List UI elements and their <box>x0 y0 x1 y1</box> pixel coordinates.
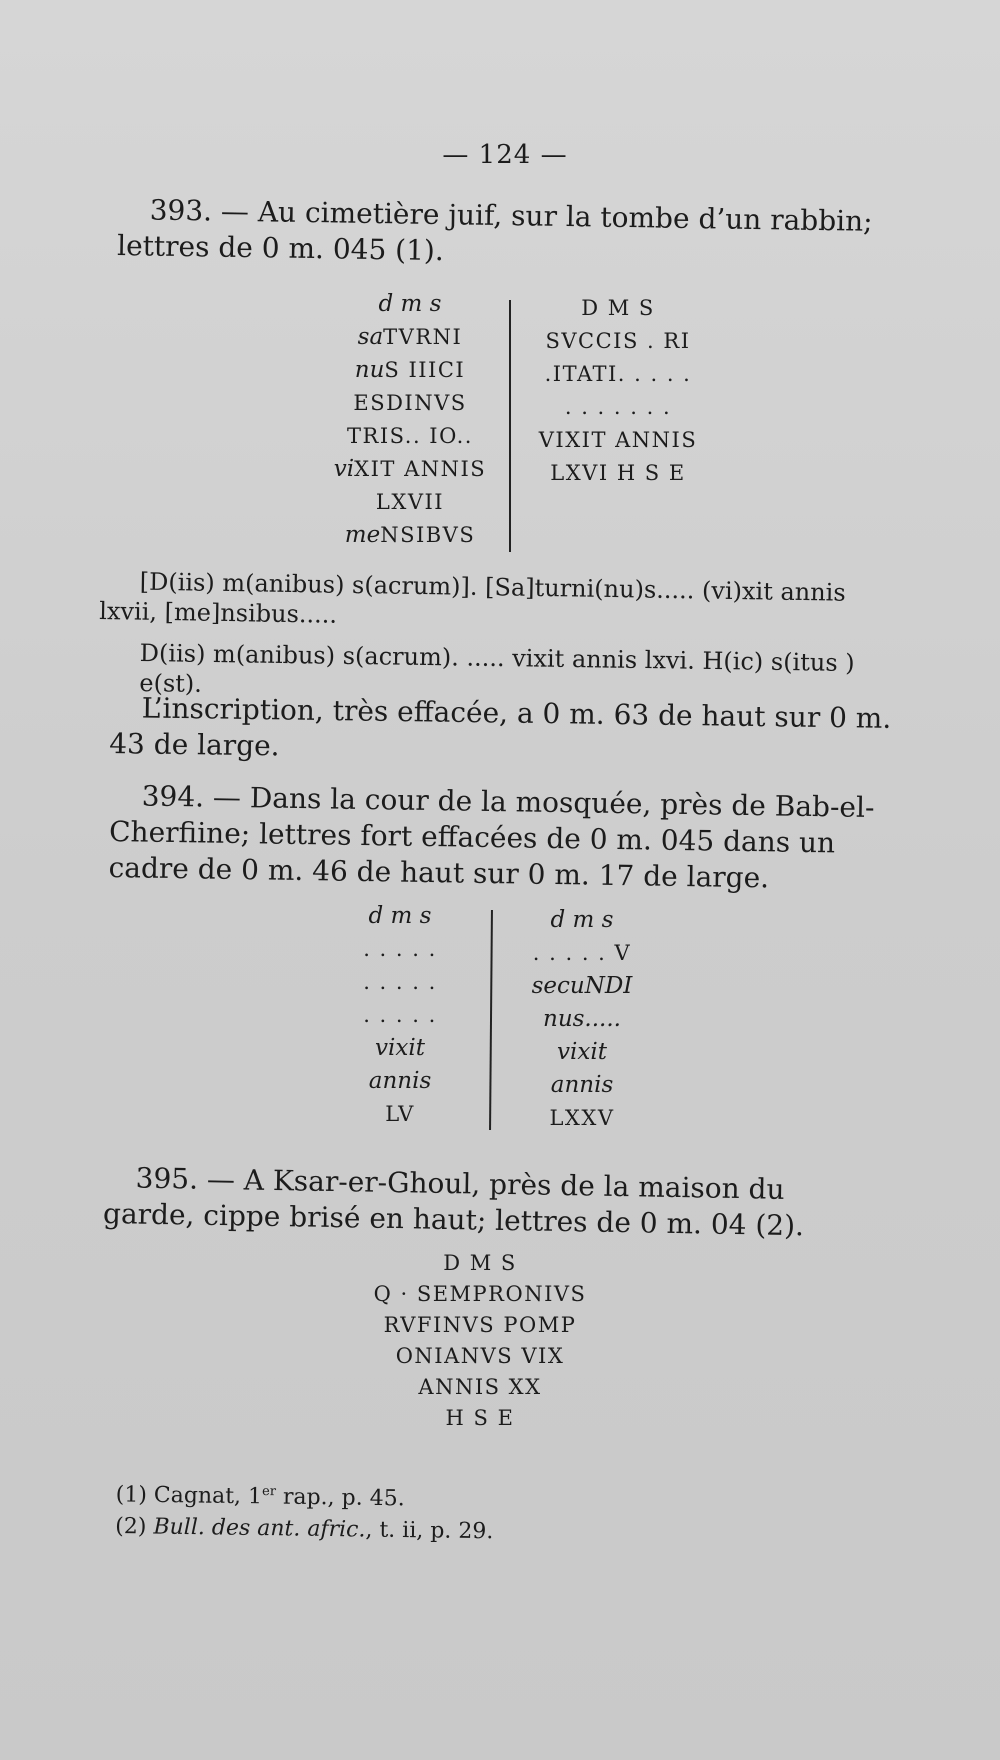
inscription-fragment: ESDINVS <box>353 391 467 415</box>
entry-394-heading: 394. — Dans la cour de la mosquée, près de Bab-el-Cherfiine; lettres fort effacées de 0 m. 045 dans un cadre de 0 m. 46 de haut sur 0 m. 17 de large. <box>108 779 875 895</box>
inscription-line: d m s <box>368 903 432 929</box>
inscription-line <box>320 387 500 420</box>
inscription-line: secuNDI <box>531 973 633 999</box>
entry-393-right-inscription <box>528 292 708 490</box>
footnote-2-number: (2) <box>115 1514 147 1540</box>
inscription-line: LV <box>385 1102 415 1126</box>
inscription-line: RVFINVS POMP <box>383 1313 577 1337</box>
inscription-line: vixit <box>375 1035 425 1061</box>
entry-393-left-inscription <box>320 288 500 552</box>
inscription-fragment: XIT ANNIS <box>354 457 487 481</box>
footnote-1-number: (1) <box>115 1482 148 1508</box>
inscription-line: D M S <box>581 296 655 320</box>
footnotes <box>115 1474 816 1553</box>
footnote-1-superscript: er <box>261 1484 277 1500</box>
inscription-line: nus..... <box>543 1006 621 1032</box>
inscription-line: . . . . . . . <box>564 395 672 419</box>
inscription-line: D M S <box>443 1251 517 1275</box>
inscription-line <box>320 453 500 486</box>
inscription-line: . . . . . <box>363 937 437 961</box>
inscription-line: d m s <box>550 907 614 933</box>
inscription-line <box>320 519 500 552</box>
inscription-fragment: TVRNI <box>383 325 463 349</box>
inscription-line: ANNIS XX <box>418 1375 542 1399</box>
column-divider <box>509 300 511 552</box>
entry-395-heading: 395. — A Ksar-er-Ghoul, près de la maison du garde, cippe brisé en haut; lettres de 0 m. 04 (2). <box>102 1161 805 1243</box>
inscription-line: SVCCIS . RI <box>545 329 691 353</box>
entry-393-transcription-2: D(iis) m(anibus) s(acrum). ..... vixit annis lxvi. H(ic) s(itus ) e(st). <box>139 638 855 698</box>
inscription-line: . . . . . V <box>532 941 632 965</box>
inscription-line <box>320 354 500 387</box>
inscription-line <box>320 321 500 354</box>
inscription-italic-fragment: nu <box>354 357 385 383</box>
inscription-fragment: S IIICI <box>384 358 466 382</box>
entry-394-left-inscription <box>330 900 470 1131</box>
entry-393-heading: 393. — Au cimetière juif, sur la tombe d’un rabbin; lettres de 0 m. 045 (1). <box>116 193 873 268</box>
inscription-fragment: NSIBVS <box>380 523 476 547</box>
inscription-line <box>320 420 500 453</box>
inscription-italic-fragment: me <box>344 522 381 548</box>
footnote-2-journal: Bull. des ant. afric. <box>153 1514 366 1543</box>
inscription-line <box>320 486 500 519</box>
entry-393-transcription-1: [D(iis) m(anibus) s(acrum)]. [Sa]turni(nu)s..... (vi)xit annis lxvii, [me]nsibus..... <box>99 567 846 629</box>
inscription-fragment: LXVII <box>375 490 445 514</box>
page-number: — 124 — <box>442 140 568 170</box>
inscription-italic-fragment: sa <box>357 324 384 350</box>
footnote-2-rest: , t. ii, p. 29. <box>365 1517 494 1545</box>
inscription-line: .ITATI. . . . . <box>544 362 692 386</box>
inscription-italic-fragment: d m s <box>378 291 442 317</box>
inscription-line: LXXV <box>549 1106 615 1130</box>
inscription-line: vixit <box>557 1039 607 1065</box>
entry-394-right-inscription <box>512 904 652 1135</box>
inscription-fragment: TRIS.. IO.. <box>347 424 473 448</box>
inscription-line: VIXIT ANNIS <box>538 428 698 452</box>
inscription-italic-fragment: vi <box>333 456 355 482</box>
footnote-1-text: Cagnat, 1 <box>153 1482 263 1510</box>
inscription-line: H S E <box>445 1406 515 1430</box>
inscription-line: annis <box>550 1072 614 1098</box>
inscription-line <box>320 288 500 321</box>
inscription-line: annis <box>368 1068 432 1094</box>
entry-393-description: L’inscription, très effacée, a 0 m. 63 de haut sur 0 m. 43 de large. <box>109 691 892 763</box>
footnote-1-rest: rap., p. 45. <box>275 1484 405 1512</box>
inscription-line: LXVI H S E <box>550 461 686 485</box>
inscription-line: ONIANVS VIX <box>395 1344 565 1368</box>
column-divider <box>489 910 493 1130</box>
inscription-line: Q · SEMPRONIVS <box>373 1282 587 1306</box>
entry-395-inscription <box>330 1248 630 1434</box>
inscription-line: . . . . . <box>363 1003 437 1027</box>
inscription-line: . . . . . <box>363 970 437 994</box>
